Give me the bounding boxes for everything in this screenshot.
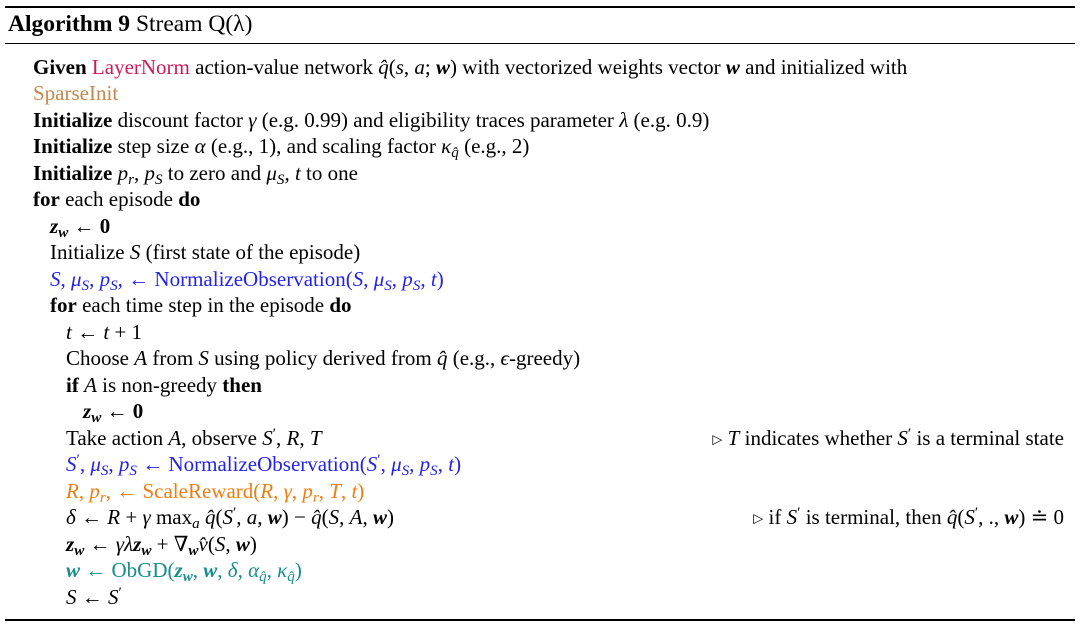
line-init-alpha: Initialize step size α (e.g., 1), and scaling factor $\kappa_{q̂}$ (e.g., 2): [33, 134, 530, 162]
comment-terminal: ▷ T indicates whether S′ is a terminal state: [712, 426, 1064, 450]
line-td-error: δ ← R + γ $\max_a$ q̂(S′, a, w) − q̂(S, A, w): [66, 505, 394, 533]
line-for-episode: for each episode do: [33, 187, 201, 211]
line-z-reset-2: $z_w$ ← 0: [83, 399, 144, 427]
line-scale-reward: R, $p_r$, ← ScaleReward(R, γ, $p_r$, T, t): [66, 479, 365, 507]
line-obgd: w ← $ObGD(z_w$, w, δ, $\alpha_{q̂}$, $\kappa_{q̂}$): [66, 558, 302, 586]
top-rule: [5, 6, 1075, 8]
line-z-reset-1: $z_w$ ← 0: [50, 214, 111, 242]
comment-terminal-value: ▷ if S′ is terminal, then q̂(S′, ., w) ≐ 0: [753, 505, 1064, 529]
line-init-p: Initialize $p_r$, $p_S$ to zero and $\mu_S$, t to one: [33, 161, 358, 189]
line-init-s: Initialize S (first state of the episode): [50, 240, 361, 264]
algorithm-title: Stream Q(λ): [135, 11, 253, 37]
line-for-step: for each time step in the episode do: [50, 293, 352, 317]
line-sparseinit: SparseInit: [33, 81, 119, 105]
line-if-nongreedy: if A is non-greedy then: [66, 373, 262, 397]
line-state-update: S ← S′: [66, 585, 122, 609]
line-trace-update: $z_w$ ← $\gamma\lambda z_w + \nabla_wv̂(S$, w): [66, 532, 257, 560]
line-t-inc: t ← t + 1: [66, 320, 143, 344]
caption-rule: [5, 43, 1075, 44]
line-choose-a: Choose A from S using policy derived from q̂ (e.g., ϵ-greedy): [66, 346, 581, 370]
line-init-gamma: Initialize discount factor γ (e.g. 0.99) and eligibility traces parameter λ (e.g. 0.9): [33, 108, 710, 132]
line-take-action: Take action A, observe S′, R, T: [66, 426, 322, 450]
bottom-rule: [5, 619, 1075, 621]
line-normalize-1: S, $\mu_S$, $p_S$, ← NormalizeObservation(S, $\mu_S$, $p_S$, t): [50, 267, 444, 295]
algorithm-caption: [8, 11, 252, 38]
algorithm-number: Algorithm 9: [8, 11, 131, 37]
line-normalize-2: S′, $\mu_S$, $p_S$ ← NormalizeObservation(S′, $\mu_S$, $p_S$, t): [66, 452, 462, 480]
line-given: Given LayerNorm action-value network q̂(s, a; w) with vectorized weights vector w and initialized with: [33, 55, 908, 79]
